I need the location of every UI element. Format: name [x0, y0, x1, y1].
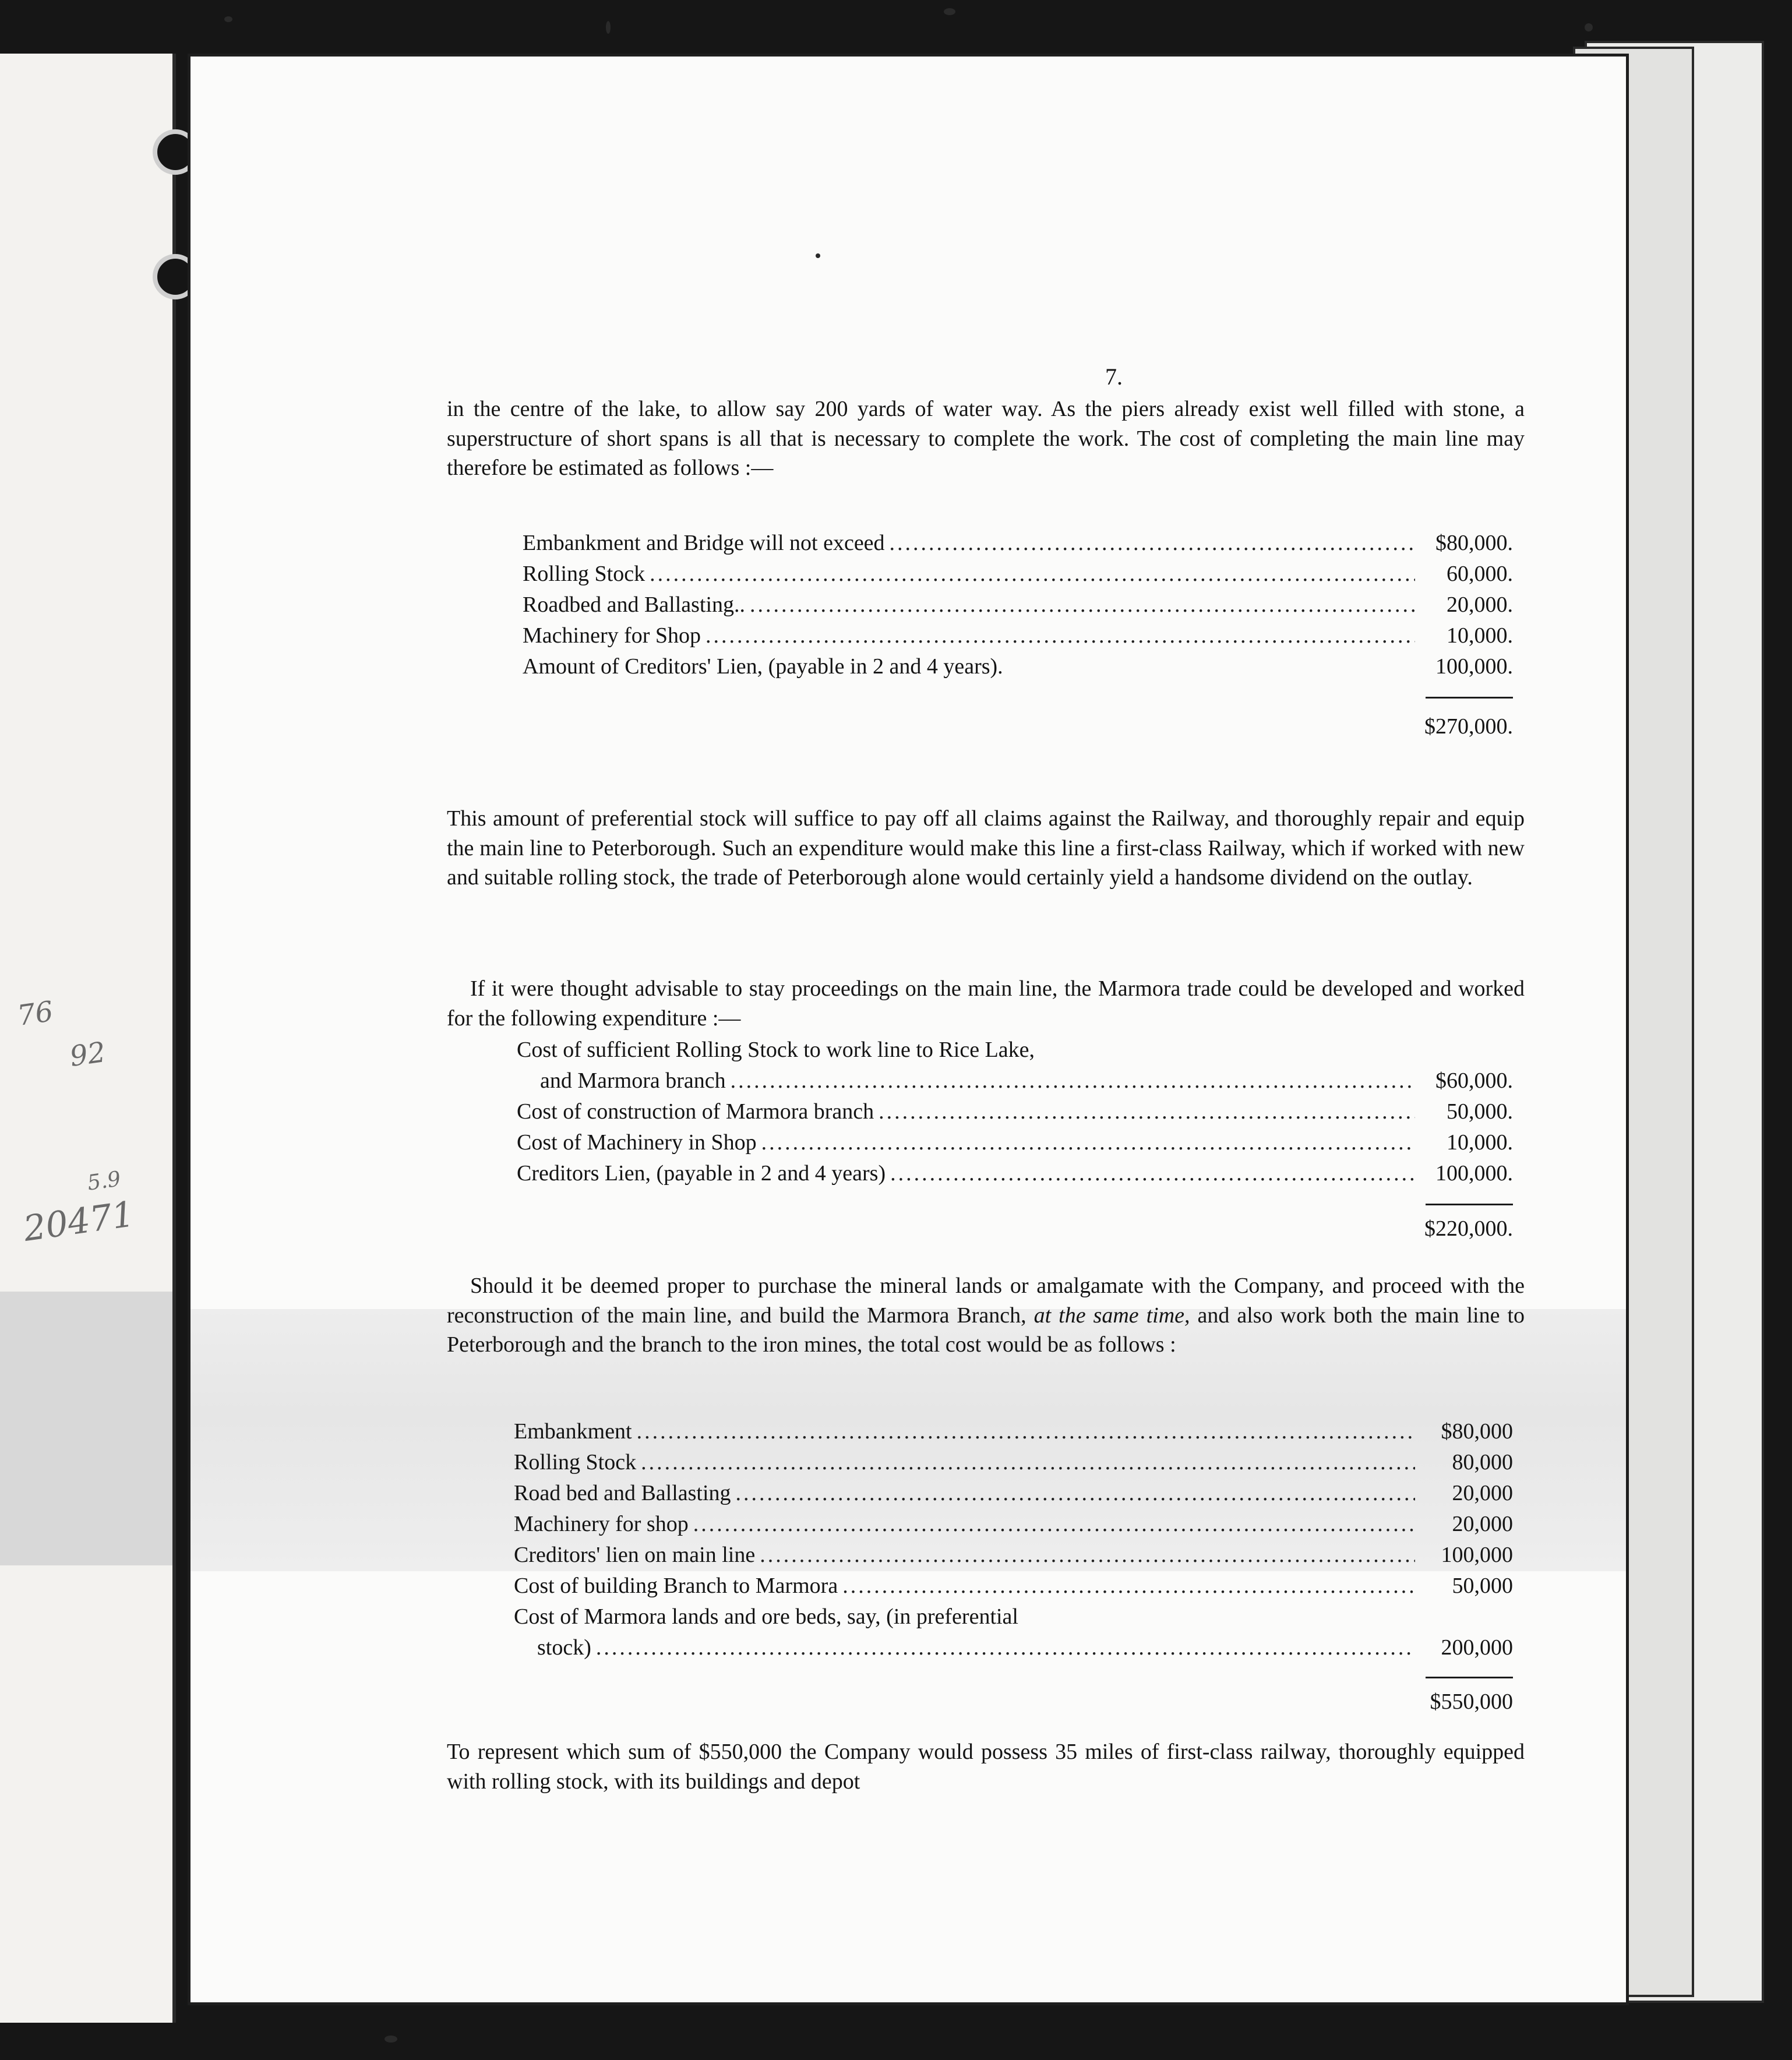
table-row: Embankment ..... $80,000: [514, 1417, 1513, 1448]
sum-rule: [1426, 697, 1513, 699]
margin-note: 76: [15, 995, 55, 1032]
table-row: Cost of sufficient Rolling Stock to work line to Rice Lake,: [517, 1038, 1035, 1062]
cost-table-marmora: [447, 1035, 1513, 1245]
table-row: Rolling Stock ..... 80,000: [514, 1448, 1513, 1479]
table-row: stock) ..... 200,000: [514, 1633, 1513, 1664]
table-row: Cost of Marmora lands and ore beds, say, (in preferential: [514, 1604, 1018, 1629]
scan-speck: [606, 21, 611, 34]
previous-page-edge: [0, 54, 176, 2023]
scan-speck: [816, 253, 820, 258]
table-row: Road bed and Ballasting ..... 20,000: [514, 1479, 1513, 1509]
table-row: Machinery for Shop ..... 10,000.: [523, 621, 1513, 652]
margin-note: 20471: [21, 1194, 137, 1250]
paragraph-4: Should it be deemed proper to purchase the mineral lands or amalgamate with the Company, and proceed with the reconstruction of the main line, and build the Marmora Branch, at the same time, and also work both the main line to Peterborough and the branch to the iron mines, the total cost would be as follows :: [447, 1274, 1525, 1357]
scan-speck: [384, 2036, 397, 2043]
paragraph-3: If it were thought advisable to stay proceedings on the main line, the Marmora trade could be developed and worked for the following expenditure :—: [447, 976, 1525, 1031]
paragraph-2: This amount of preferential stock will suffice to pay off all claims against the Railway, and thoroughly repair and equip the main line to Peterborough. Such an expenditure would make this line a first-class Railway, which if worked with new and suitable rolling stock, the trade of Peterborough alone would certainly yield a handsome dividend on the outlay.: [447, 806, 1525, 890]
table-row: Cost of Machinery in Shop ..... 10,000.: [517, 1128, 1513, 1159]
scan-speck: [1585, 23, 1593, 31]
table-total: $270,000.: [1424, 714, 1513, 739]
table-total: $550,000: [1430, 1689, 1513, 1714]
table-row: Cost of building Branch to Marmora ..... 50,000: [514, 1571, 1513, 1602]
table-row: Roadbed and Ballasting.. ..... 20,000.: [523, 590, 1513, 621]
table-row: Embankment and Bridge will not exceed ..... $80,000.: [523, 528, 1513, 559]
margin-note: 92: [68, 1036, 108, 1073]
table-total: $220,000.: [1424, 1216, 1513, 1241]
margin-note: 5.9: [86, 1167, 122, 1195]
paragraph-1: in the centre of the lake, to allow say 200 yards of water way. As the piers already exist well filled with stone, a superstructure of short spans is all that is necessary to complete the work. The cost of completing the main line may therefore be estimated as follows :—: [447, 397, 1525, 480]
table-row: and Marmora branch ..... $60,000.: [517, 1066, 1513, 1097]
paragraph-5: To represent which sum of $550,000 the Company would possess 35 miles of first-class railway, thoroughly equipped with rolling stock, with its buildings and depot: [447, 1740, 1525, 1794]
scan-speck: [944, 8, 955, 15]
scan-shadow-band: [0, 1292, 172, 1565]
cost-table-total: [447, 1417, 1513, 1718]
table-row: Cost of construction of Marmora branch ..... 50,000.: [517, 1097, 1513, 1128]
table-row: Machinery for shop ..... 20,000: [514, 1509, 1513, 1540]
page-number: 7.: [1105, 364, 1123, 390]
scan-speck: [224, 16, 232, 22]
cost-table-main-line: [447, 528, 1513, 743]
sum-rule: [1426, 1204, 1513, 1205]
sum-rule: [1426, 1677, 1513, 1678]
table-row: Creditors Lien, (payable in 2 and 4 years) ..... 100,000.: [517, 1159, 1513, 1190]
table-row: Creditors' lien on main line ..... 100,000: [514, 1540, 1513, 1571]
table-row: Rolling Stock ..... 60,000.: [523, 559, 1513, 590]
document-page: [188, 54, 1629, 2005]
table-row: Amount of Creditors' Lien, (payable in 2 and 4 years). 100,000.: [523, 654, 1513, 679]
